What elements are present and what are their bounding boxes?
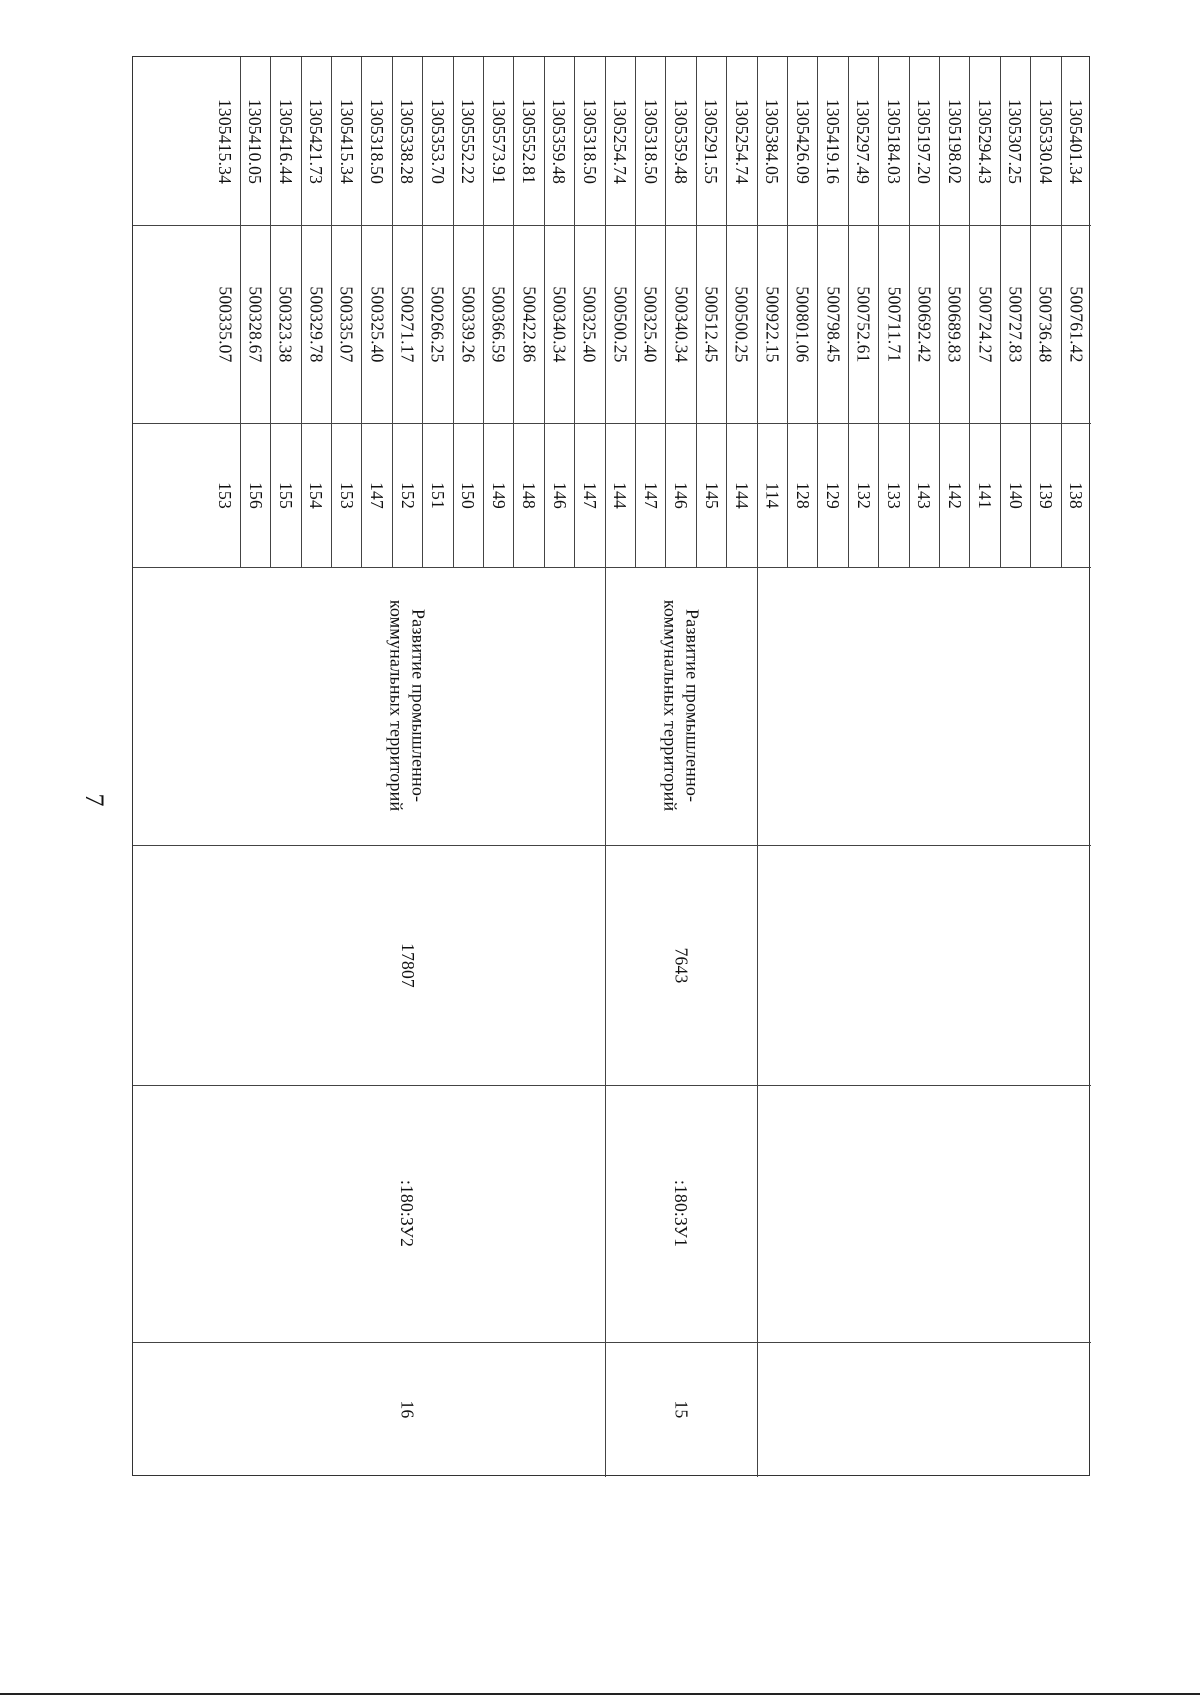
point-number-cell [301, 423, 331, 567]
point-y: 1305552.22 [458, 98, 479, 184]
point-y-cell [1000, 57, 1030, 225]
point-number-cell [757, 423, 787, 567]
plot-index-cell [209, 1342, 604, 1477]
point-number: 133 [883, 481, 904, 509]
point-y: 1305415.34 [215, 98, 236, 184]
point-x-cell [240, 225, 270, 423]
coordinates-table [132, 56, 1090, 1476]
point-number: 152 [397, 481, 418, 509]
plot-purpose-cell [209, 567, 604, 845]
row-divider [878, 57, 879, 567]
point-number-cell [787, 423, 817, 567]
row-divider [696, 57, 697, 567]
point-y: 1305198.02 [944, 98, 965, 184]
point-y: 1305410.05 [245, 98, 266, 184]
point-y: 1305297.49 [853, 98, 874, 184]
point-number-cell [1000, 423, 1030, 567]
point-y: 1305291.55 [701, 98, 722, 184]
point-y-cell [696, 57, 726, 225]
row-divider [817, 57, 818, 567]
plot-area: 17807 [397, 942, 418, 988]
point-number-cell [665, 423, 695, 567]
point-x-cell [969, 225, 999, 423]
point-y: 1305552.81 [519, 98, 540, 184]
point-y: 1305294.43 [975, 98, 996, 184]
row-divider [544, 57, 545, 567]
row-divider [665, 57, 666, 567]
point-number: 156 [245, 481, 266, 509]
point-number-cell [939, 423, 969, 567]
point-number: 153 [336, 481, 357, 509]
point-x: 500366.59 [488, 285, 509, 363]
point-x-cell [1030, 225, 1060, 423]
row-divider [726, 57, 727, 567]
point-y-cell [422, 57, 452, 225]
point-number: 141 [975, 481, 996, 509]
row-divider [1061, 57, 1062, 567]
row-divider [787, 57, 788, 567]
point-y: 1305426.09 [792, 98, 813, 184]
point-y-cell [787, 57, 817, 225]
row-divider [453, 57, 454, 567]
purpose-line: Развитие промышленно- [682, 609, 703, 803]
plot-index: 15 [671, 1400, 692, 1419]
plot-id: :180:ЗУ2 [397, 1179, 418, 1248]
point-y: 1305330.04 [1035, 98, 1056, 184]
point-number: 129 [823, 481, 844, 509]
point-x-cell [270, 225, 300, 423]
point-number: 144 [610, 481, 631, 509]
point-number: 138 [1066, 481, 1087, 509]
point-number-cell [422, 423, 452, 567]
point-y-cell [726, 57, 756, 225]
point-y-cell [939, 57, 969, 225]
plot-area-cell [605, 845, 757, 1085]
point-x: 500801.06 [792, 285, 813, 363]
point-x: 500689.83 [944, 285, 965, 363]
point-x-cell [817, 225, 847, 423]
point-x-cell [726, 225, 756, 423]
point-x-cell [1000, 225, 1030, 423]
plot-index: 16 [397, 1400, 418, 1419]
point-x: 500323.38 [275, 285, 296, 363]
row-divider [969, 57, 970, 567]
point-x-cell [544, 225, 574, 423]
point-x: 500340.34 [671, 285, 692, 363]
point-number-cell [361, 423, 391, 567]
point-y-cell [817, 57, 847, 225]
point-y-cell [635, 57, 665, 225]
row-divider [422, 57, 423, 567]
point-x-cell [392, 225, 422, 423]
point-y-cell [331, 57, 361, 225]
point-number-cell [909, 423, 939, 567]
point-number: 144 [731, 481, 752, 509]
row-divider [270, 57, 271, 567]
point-x: 500798.45 [823, 285, 844, 363]
point-x: 500512.45 [701, 285, 722, 363]
point-number-cell [483, 423, 513, 567]
point-x: 500922.15 [762, 285, 783, 363]
plot-purpose [385, 600, 428, 811]
point-number-cell [726, 423, 756, 567]
row-divider [848, 57, 849, 567]
point-number: 147 [640, 481, 661, 509]
point-y-cell [301, 57, 331, 225]
point-x: 500500.25 [731, 285, 752, 363]
point-y: 1305384.05 [762, 98, 783, 184]
row-divider [483, 57, 484, 567]
point-x: 500340.34 [549, 285, 570, 363]
point-y-cell [605, 57, 635, 225]
point-y-cell [848, 57, 878, 225]
row-divider [392, 57, 393, 567]
point-number: 142 [944, 481, 965, 509]
point-y: 1305353.70 [427, 98, 448, 184]
row-divider [1000, 57, 1001, 567]
point-number-cell [1061, 423, 1091, 567]
plot-area-cell [209, 845, 604, 1085]
point-x: 500339.26 [458, 285, 479, 363]
plot-area: 7643 [671, 947, 692, 983]
point-number-cell [605, 423, 635, 567]
point-x: 500736.48 [1035, 285, 1056, 363]
point-y-cell [483, 57, 513, 225]
row-divider [331, 57, 332, 567]
point-x-cell [574, 225, 604, 423]
point-x-cell [331, 225, 361, 423]
point-y-cell [665, 57, 695, 225]
point-x: 500325.40 [367, 285, 388, 363]
point-number-cell [240, 423, 270, 567]
point-number: 154 [306, 481, 327, 509]
point-number: 140 [1005, 481, 1026, 509]
page-bottom-rule [0, 1693, 1200, 1695]
point-x-cell [301, 225, 331, 423]
point-y-cell [757, 57, 787, 225]
point-x: 500325.40 [640, 285, 661, 363]
point-y: 1305197.20 [914, 98, 935, 184]
point-y-cell [878, 57, 908, 225]
point-x: 500752.61 [853, 285, 874, 363]
point-number: 139 [1035, 481, 1056, 509]
point-y-cell [969, 57, 999, 225]
point-x-cell [453, 225, 483, 423]
point-x: 500761.42 [1066, 285, 1087, 363]
point-x: 500271.17 [397, 285, 418, 363]
point-x-cell [513, 225, 543, 423]
point-y: 1305318.50 [579, 98, 600, 184]
point-number-cell [696, 423, 726, 567]
point-y: 1305359.48 [549, 98, 570, 184]
point-number: 146 [549, 481, 570, 509]
row-divider [574, 57, 575, 567]
plot-id-cell [605, 1085, 757, 1342]
point-number-cell [209, 423, 239, 567]
point-x-cell [361, 225, 391, 423]
point-x: 500711.71 [883, 286, 904, 362]
point-x: 500329.78 [306, 285, 327, 363]
point-x: 500422.86 [519, 285, 540, 363]
point-y-cell [453, 57, 483, 225]
point-number-cell [635, 423, 665, 567]
point-number-cell [513, 423, 543, 567]
point-number: 153 [215, 481, 236, 509]
point-y-cell [240, 57, 270, 225]
point-x: 500325.40 [579, 285, 600, 363]
point-y-cell [392, 57, 422, 225]
point-x-cell [605, 225, 635, 423]
point-number: 132 [853, 481, 874, 509]
purpose-line: коммунальных территорий [660, 600, 681, 812]
point-number-cell [453, 423, 483, 567]
point-x-cell [909, 225, 939, 423]
row-divider [301, 57, 302, 567]
page-number: 7 [80, 793, 109, 807]
point-number: 148 [519, 481, 540, 509]
row-divider [909, 57, 910, 567]
point-x-cell [848, 225, 878, 423]
point-x: 500692.42 [914, 285, 935, 363]
point-number-cell [1030, 423, 1060, 567]
point-y: 1305401.34 [1066, 98, 1087, 184]
point-y: 1305254.74 [610, 98, 631, 184]
point-number: 114 [762, 481, 783, 509]
point-number: 150 [458, 481, 479, 509]
point-x: 500724.27 [975, 285, 996, 363]
point-y: 1305307.25 [1005, 98, 1026, 184]
point-number: 155 [275, 481, 296, 509]
group-divider [757, 57, 758, 1477]
point-y-cell [574, 57, 604, 225]
point-y-cell [544, 57, 574, 225]
plot-id: :180:ЗУ1 [671, 1179, 692, 1248]
point-number-cell [848, 423, 878, 567]
point-y-cell [1061, 57, 1091, 225]
point-x-cell [635, 225, 665, 423]
point-number-cell [392, 423, 422, 567]
point-x: 500335.07 [336, 285, 357, 363]
point-y: 1305416.44 [275, 98, 296, 184]
plot-id-cell [209, 1085, 604, 1342]
point-number-cell [331, 423, 361, 567]
plot-purpose [659, 600, 702, 811]
row-divider [1030, 57, 1031, 567]
point-x: 500266.25 [427, 285, 448, 363]
point-x: 500335.07 [215, 285, 236, 363]
point-y: 1305359.48 [671, 98, 692, 184]
point-x-cell [665, 225, 695, 423]
point-y: 1305338.28 [397, 98, 418, 184]
point-y-cell [209, 57, 239, 225]
point-number: 145 [701, 481, 722, 509]
point-y-cell [909, 57, 939, 225]
point-x-cell [787, 225, 817, 423]
point-y: 1305318.50 [640, 98, 661, 184]
row-divider [240, 57, 241, 567]
point-x: 500328.67 [245, 285, 266, 363]
row-divider [939, 57, 940, 567]
point-x-cell [209, 225, 239, 423]
point-x-cell [939, 225, 969, 423]
point-number: 149 [488, 481, 509, 509]
plot-purpose-cell [605, 567, 757, 845]
point-number-cell [878, 423, 908, 567]
point-number: 128 [792, 481, 813, 509]
point-number-cell [817, 423, 847, 567]
point-y-cell [1030, 57, 1060, 225]
purpose-line: коммунальных территорий [386, 600, 407, 812]
point-x-cell [1061, 225, 1091, 423]
point-number-cell [969, 423, 999, 567]
point-number: 146 [671, 481, 692, 509]
point-y: 1305573.91 [488, 98, 509, 184]
row-divider [513, 57, 514, 567]
point-y: 1305254.74 [731, 98, 752, 184]
point-x: 500727.83 [1005, 285, 1026, 363]
point-number-cell [574, 423, 604, 567]
point-y: 1305421.73 [306, 98, 327, 184]
point-x: 500500.25 [610, 285, 631, 363]
point-number: 151 [427, 481, 448, 509]
point-x-cell [422, 225, 452, 423]
purpose-line: Развитие промышленно- [408, 609, 429, 803]
point-y: 1305318.50 [367, 98, 388, 184]
point-number: 147 [367, 481, 388, 509]
point-number: 147 [579, 481, 600, 509]
point-number-cell [270, 423, 300, 567]
point-x-cell [878, 225, 908, 423]
group-divider [605, 57, 606, 1477]
point-y: 1305419.16 [823, 98, 844, 184]
point-y: 1305184.03 [883, 98, 904, 184]
point-x-cell [483, 225, 513, 423]
plot-index-cell [605, 1342, 757, 1477]
point-y-cell [361, 57, 391, 225]
point-number: 143 [914, 481, 935, 509]
row-divider [361, 57, 362, 567]
point-y: 1305415.34 [336, 98, 357, 184]
point-number-cell [544, 423, 574, 567]
row-divider [635, 57, 636, 567]
point-x-cell [757, 225, 787, 423]
point-y-cell [270, 57, 300, 225]
point-x-cell [696, 225, 726, 423]
point-y-cell [513, 57, 543, 225]
